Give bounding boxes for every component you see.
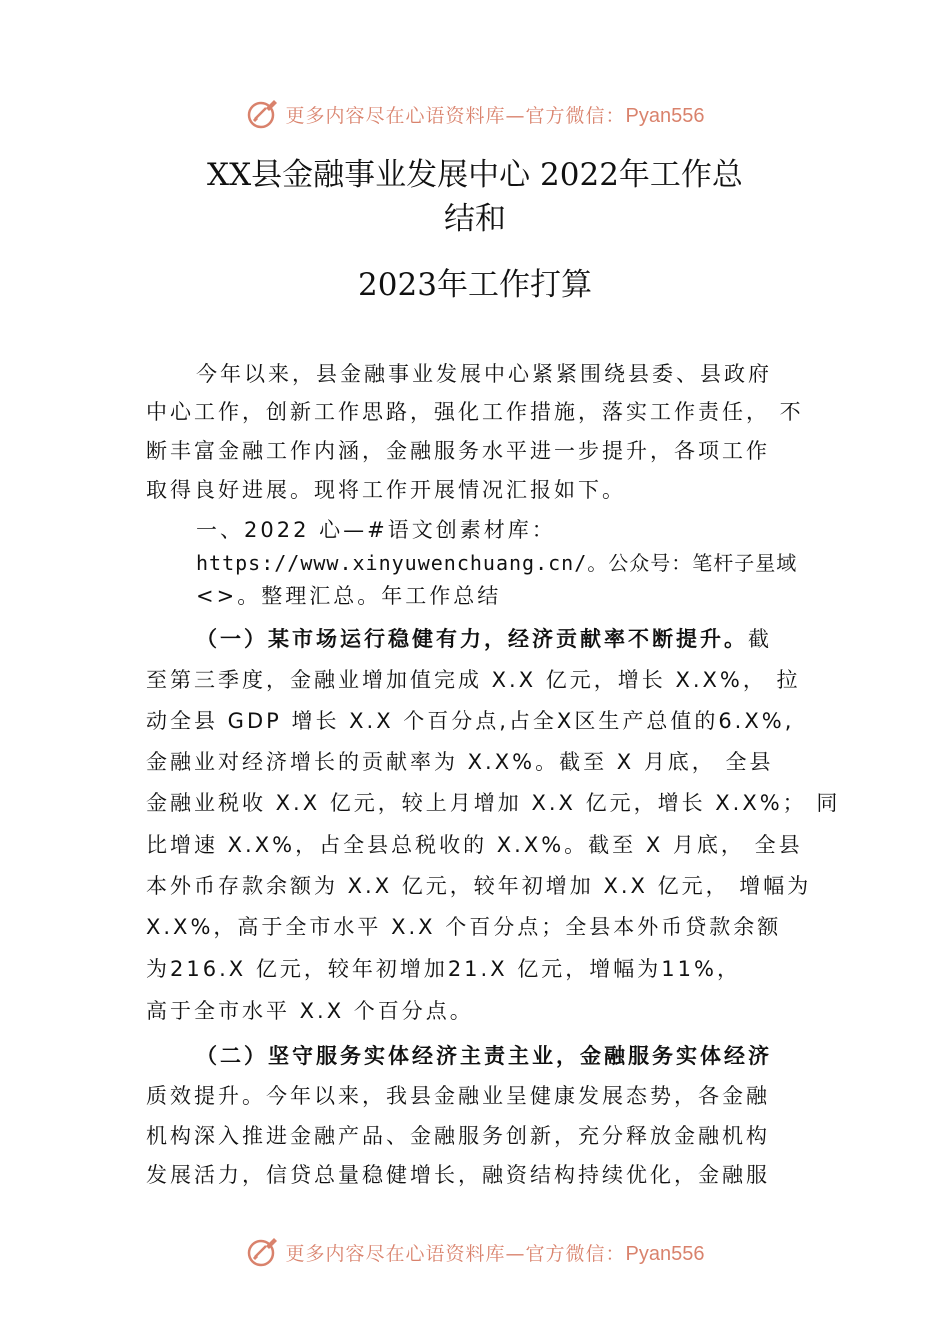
para2-heading: （二）坚守服务实体经济主责主业，金融服务实体经济 (196, 1044, 772, 1068)
section-heading-line: <>。整理汇总。年工作总结 (196, 584, 502, 608)
para1-line: 至第三季度，金融业增加值完成 X.X 亿元，增长 X.X%， 拉 (146, 668, 801, 692)
intro-line: 断丰富金融工作内涵，金融服务水平进一步提升，各项工作 (146, 439, 770, 463)
intro-line: 中心工作，创新工作思路，强化工作措施，落实工作责任， 不 (146, 400, 804, 424)
para1-line: 高于全市水平 X.X 个百分点。 (146, 999, 474, 1023)
intro-line: 取得良好进展。现将工作开展情况汇报如下。 (146, 478, 626, 502)
para1-line: 金融业对经济增长的贡献率为 X.X%。截至 X 月底， 全县 (146, 750, 774, 774)
watermark-bottom (0, 1232, 950, 1272)
para2-line: 质效提升。今年以来，我县金融业呈健康发展态势，各金融 (146, 1084, 770, 1108)
watermark-text: 更多内容尽在心语资料库—官方微信：Pyan556 (285, 104, 705, 127)
watermark-top (0, 94, 950, 134)
pen-logo-icon (246, 97, 280, 131)
para1-first-line: （一）某市场运行稳健有力，经济贡献率不断提升。截 (196, 627, 772, 651)
para1-heading: （一）某市场运行稳健有力，经济贡献率不断提升。 (196, 627, 748, 651)
para2-line: 机构深入推进金融产品、金融服务创新，充分释放金融机构 (146, 1124, 770, 1148)
section-heading-url: https://www.xinyuwenchuang.cn/。公众号：笔杆子星域 (196, 551, 798, 575)
para1-line: 为216.X 亿元，较年初增加21.X 亿元，增幅为11%， (146, 957, 741, 981)
document-title-line-2: 结和 (444, 201, 506, 237)
para1-line: 本外币存款余额为 X.X 亿元，较年初增加 X.X 亿元， 增幅为 (146, 874, 812, 898)
document-title-line-3: 2023年工作打算 (358, 267, 592, 303)
pen-logo-icon (246, 1235, 280, 1269)
para1-line: X.X%，高于全市水平 X.X 个百分点；全县本外币贷款余额 (146, 915, 782, 939)
para1-line: 动全县 GDP 增长 X.X 个百分点,占全X区生产总值的6.X%, (146, 709, 795, 733)
section-heading-line: 一、2022 心—#语文创素材库： (196, 518, 556, 542)
watermark-text: 更多内容尽在心语资料库—官方微信：Pyan556 (285, 1242, 705, 1265)
para2-line: 发展活力，信贷总量稳健增长，融资结构持续优化，金融服 (146, 1163, 770, 1187)
document-title-line-1: XX县金融事业发展中心 2022年工作总 (207, 157, 743, 193)
para1-line: 比增速 X.X%，占全县总税收的 X.X%。截至 X 月底， 全县 (146, 833, 803, 857)
intro-line: 今年以来，县金融事业发展中心紧紧围绕县委、县政府 (196, 362, 772, 386)
para1-line: 金融业税收 X.X 亿元，较上月增加 X.X 亿元，增长 X.X%； 同 (146, 791, 841, 815)
